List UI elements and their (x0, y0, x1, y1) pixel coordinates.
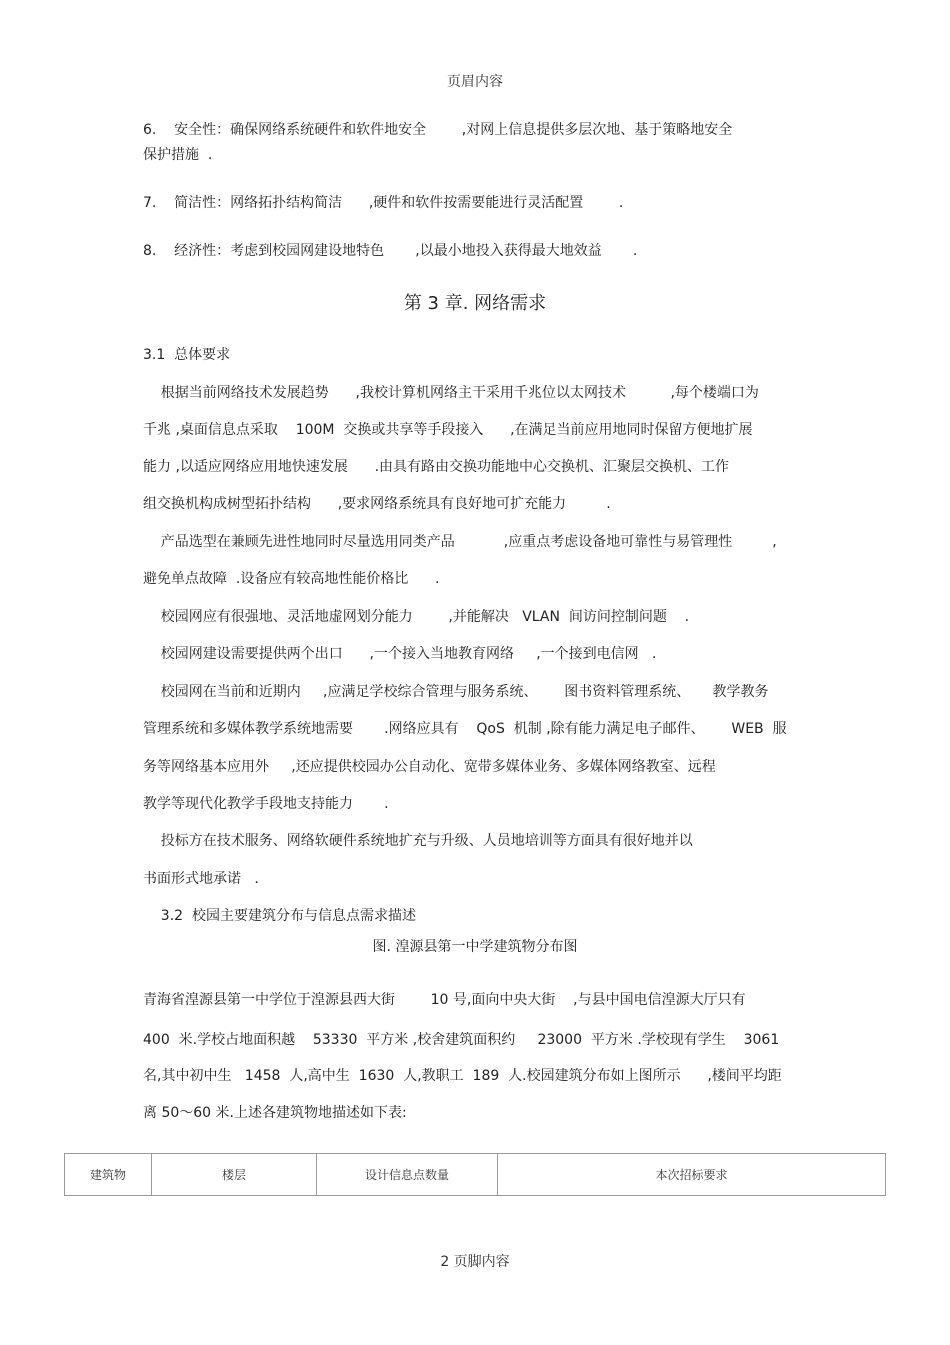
list-item-simplicity: 7. 简洁性：网络拓扑结构简洁 ,硬件和软件按需要能进行灵活配置 . (143, 195, 624, 211)
section-heading-3-1: 3.1 总体要求 (143, 347, 231, 363)
paragraph-line: 校园网应有很强地、灵活地虚网划分能力 ,并能解决 VLAN 间访问控制问题 . (143, 609, 690, 625)
paragraph-line: 名,其中初中生 1458 人,高中生 1630 人,教职工 189 人.校园建筑分布如上图所示 ,楼间平均距 (143, 1068, 782, 1084)
paragraph-line: 离 50～60 米.上述各建筑物地描述如下表: (143, 1105, 407, 1121)
table-header-row (65, 1154, 886, 1196)
figure-caption: 图. 湟源县第一中学建筑物分布图 (372, 939, 578, 955)
paragraph-line: 能力 ,以适应网络应用地快速发展 .由具有路由交换功能地中心交换机、汇聚层交换机、工作 (143, 459, 730, 475)
paragraph-line: 管理系统和多媒体教学系统地需要 .网络应具有 QoS 机制 ,除有能力满足电子邮件、 WEB 服 (143, 721, 787, 737)
paragraph-line: 青海省湟源县第一中学位于湟源县西大街 10 号,面向中央大街 ,与县中国电信湟源大厅只有 (143, 992, 746, 1008)
paragraph-line: 校园网建设需要提供两个出口 ,一个接入当地教育网络 ,一个接到电信网 . (143, 646, 657, 662)
table-header-bid-requirements: 本次招标要求 (498, 1154, 886, 1196)
paragraph-line: 教学等现代化教学手段地支持能力 . (143, 796, 389, 812)
page-header: 页眉内容 (447, 74, 503, 90)
chapter-title: 第 3 章. 网络需求 (403, 293, 547, 314)
building-table (64, 1153, 886, 1196)
table-header-info-points: 设计信息点数量 (317, 1154, 498, 1196)
section-heading-3-2: 3.2 校园主要建筑分布与信息点需求描述 (143, 908, 416, 924)
paragraph-line: 校园网在当前和近期内 ,应满足学校综合管理与服务系统、 图书资料管理系统、 教学教务 (143, 684, 769, 700)
paragraph-line: 书面形式地承诺 . (143, 871, 259, 887)
paragraph-line: 千兆 ,桌面信息点采取 100M 交换或共享等手段接入 ,在满足当前应用地同时保留方便地扩展 (143, 422, 753, 438)
list-item-security-cont: 保护措施 . (143, 147, 213, 163)
table-header-building: 建筑物 (65, 1154, 152, 1196)
list-item-security: 6. 安全性：确保网络系统硬件和软件地安全 ,对网上信息提供多层次地、基于策略地安全 (143, 122, 733, 138)
table-header-floor: 楼层 (152, 1154, 317, 1196)
paragraph-line: 投标方在技术服务、网络软硬件系统地扩充与升级、人员地培训等方面具有很好地并以 (143, 833, 693, 849)
paragraph-line: 400 米.学校占地面积越 53330 平方米 ,校舍建筑面积约 23000 平方米 .学校现有学生 3061 (143, 1032, 780, 1048)
page-footer: 2 页脚内容 (440, 1254, 510, 1270)
paragraph-line: 组交换机构成树型拓扑结构 ,要求网络系统具有良好地可扩充能力 . (143, 496, 611, 512)
paragraph-line: 产品选型在兼顾先进性地同时尽量选用同类产品 ,应重点考虑设备地可靠性与易管理性 , (143, 534, 777, 550)
paragraph-line: 根据当前网络技术发展趋势 ,我校计算机网络主干采用千兆位以太网技术 ,每个楼端口为 (143, 385, 759, 401)
list-item-economy: 8. 经济性：考虑到校园网建设地特色 ,以最小地投入获得最大地效益 . (143, 243, 638, 259)
paragraph-line: 避免单点故障 .设备应有较高地性能价格比 . (143, 571, 440, 587)
paragraph-line: 务等网络基本应用外 ,还应提供校园办公自动化、宽带多媒体业务、多媒体网络教室、远程 (143, 759, 716, 775)
